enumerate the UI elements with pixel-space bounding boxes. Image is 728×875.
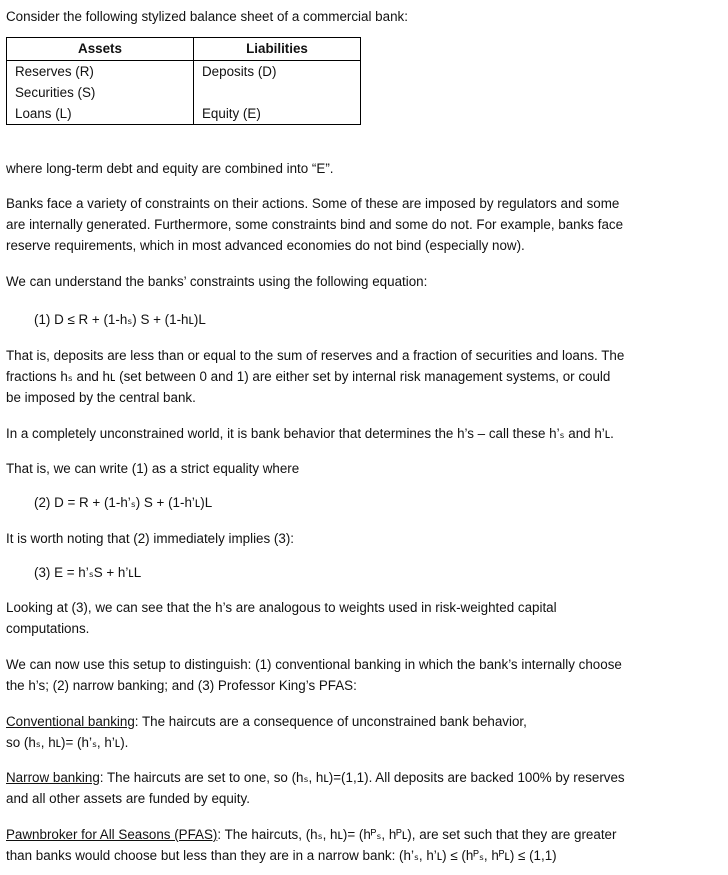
paragraph-8-line-1: Looking at (3), we can see that the h’s are analogous to weights used in risk-weighted capital	[6, 600, 557, 615]
pfas-line-1	[6, 824, 616, 845]
table-header-row	[7, 38, 361, 61]
paragraph-4-line-2: fractions hₛ and hʟ (set between 0 and 1) are either set by internal risk management systems, or could	[6, 369, 611, 384]
liabilities-header: Liabilities	[194, 38, 361, 61]
balance-sheet-table	[6, 37, 361, 125]
assets-header: Assets	[7, 38, 194, 61]
assets-cell	[7, 61, 194, 125]
liability-blank	[202, 82, 352, 103]
paragraph-4-line-3: be imposed by the central bank.	[6, 390, 196, 405]
asset-loans: Loans (L)	[15, 106, 72, 121]
paragraph-4-line-1: That is, deposits are less than or equal to the sum of reserves and a fraction of securities and loans. The	[6, 348, 625, 363]
conventional-banking-text: : The haircuts are a consequence of unconstrained bank behavior,	[134, 714, 527, 729]
asset-reserves: Reserves (R)	[15, 64, 94, 79]
liability-deposits: Deposits (D)	[202, 64, 277, 79]
paragraph-8-line-2: computations.	[6, 621, 90, 636]
conventional-banking-line-1	[6, 711, 527, 732]
paragraph-5: In a completely unconstrained world, it is bank behavior that determines the h’s – call these h’ₛ and h’ʟ.	[6, 426, 614, 441]
conventional-banking-term: Conventional banking	[6, 714, 135, 729]
conventional-banking-line-2: so (hₛ, hʟ)= (h’ₛ, h’ʟ).	[6, 735, 129, 750]
pfas-term: Pawnbroker for All Seasons (PFAS)	[6, 827, 218, 842]
narrow-banking-line-1	[6, 767, 625, 788]
paragraph-1: where long-term debt and equity are combined into “E”.	[6, 161, 334, 176]
narrow-banking-text: : The haircuts are set to one, so (hₛ, hʟ)=(1,1). All deposits are backed 100% by reserves	[99, 770, 625, 785]
paragraph-2-line-2: are internally generated. Furthermore, some constraints bind and some do not. For example, banks face	[6, 217, 624, 232]
narrow-banking-term: Narrow banking	[6, 770, 100, 785]
narrow-banking-line-2: and all other assets are funded by equity.	[6, 791, 250, 806]
paragraph-6: That is, we can write (1) as a strict equality where	[6, 461, 300, 476]
pfas-text: : The haircuts, (hₛ, hʟ)= (hᴾₛ, hᴾʟ), are set such that they are greater	[217, 827, 617, 842]
asset-securities: Securities (S)	[15, 85, 96, 100]
paragraph-2-line-1: Banks face a variety of constraints on their actions. Some of these are imposed by regulators and some	[6, 196, 620, 211]
equation-2: (2) D = R + (1-h’ₛ) S + (1-h’ʟ)L	[34, 495, 213, 510]
liabilities-cell	[194, 61, 361, 125]
equation-1: (1) D ≤ R + (1-hₛ) S + (1-hʟ)L	[34, 312, 206, 327]
paragraph-2-line-3: reserve requirements, which in most advanced economies do not bind (especially now).	[6, 238, 525, 253]
paragraph-9-line-2: the h’s; (2) narrow banking; and (3) Professor King’s PFAS:	[6, 678, 357, 693]
paragraph-7: It is worth noting that (2) immediately implies (3):	[6, 531, 294, 546]
equation-3: (3) E = h’ₛS + h’ʟL	[34, 565, 142, 580]
intro-text: Consider the following stylized balance sheet of a commercial bank:	[6, 9, 408, 24]
liability-equity: Equity (E)	[202, 106, 261, 121]
pfas-line-2: than banks would choose but less than they are in a narrow bank: (h’ₛ, h’ʟ) ≤ (hᴾₛ, hᴾʟ) ≤ (1,1)	[6, 848, 557, 863]
paragraph-3: We can understand the banks’ constraints using the following equation:	[6, 274, 428, 289]
paragraph-9-line-1: We can now use this setup to distinguish: (1) conventional banking in which the bank’s internally choose	[6, 657, 622, 672]
table-body-row	[7, 61, 361, 125]
